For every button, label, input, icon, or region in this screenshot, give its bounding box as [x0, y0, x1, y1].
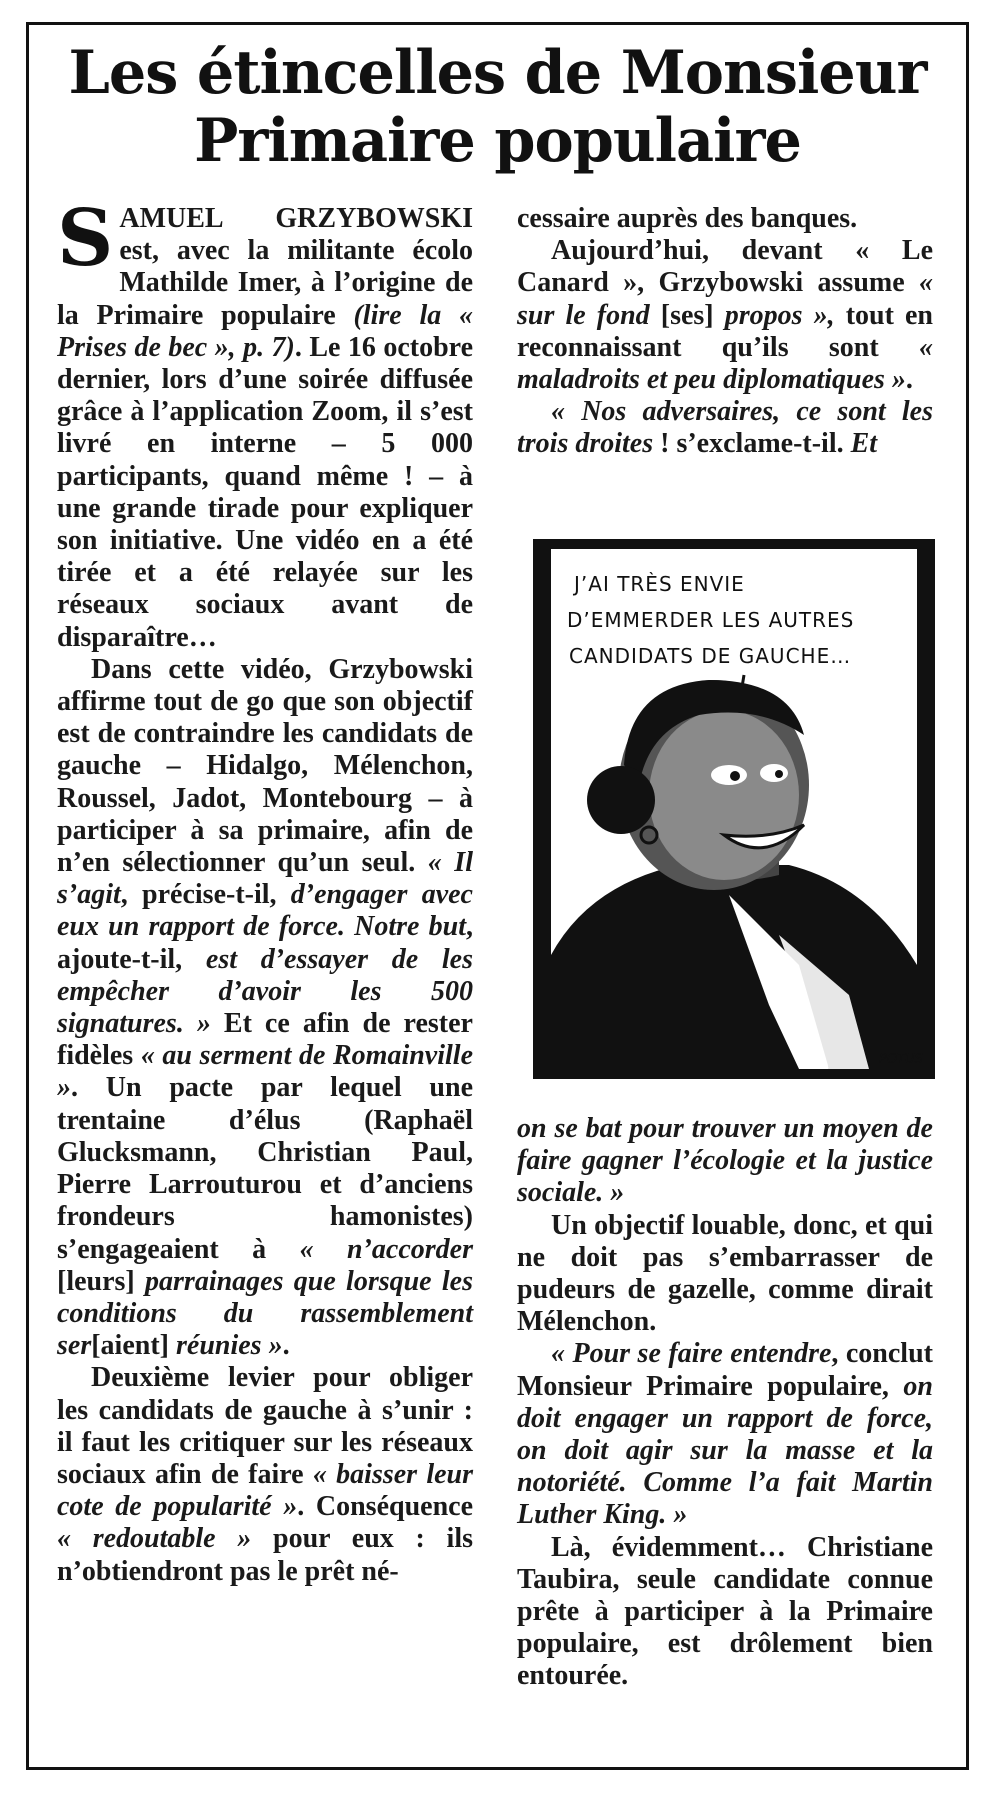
- text-run: Et ce afin de rester fidèles: [57, 1008, 473, 1072]
- face-highlight: [649, 710, 799, 880]
- text-run: AMUEL GRZYBOWSKI est, avec la militante écolo Mathilde Imer, à l’origine de la Primaire populaire: [57, 203, 473, 331]
- bubble-line-2: D’EMMERDER LES AUTRES: [567, 608, 855, 632]
- right-eye: [760, 764, 788, 782]
- text-run: tout en reconnaissant qu’ils sont: [517, 299, 934, 363]
- cartoon-illustration: [529, 535, 939, 1105]
- paragraph-5-continued: [517, 1113, 933, 1210]
- text-run: .: [282, 1330, 290, 1362]
- paragraph-3: [57, 1362, 473, 1587]
- text-run: . Un pacte par lequel une trentaine d’élus (Raphaël Glucksmann, Christian Paul, Pierre Larrouturou et d’anciens frondeurs hamonistes) s’engageaient à: [57, 1072, 473, 1265]
- text-run: [aient]: [91, 1330, 176, 1362]
- text-run-italic: « Pour se faire entendre: [551, 1338, 832, 1370]
- paragraph-5: [517, 396, 933, 460]
- text-run: .: [905, 364, 913, 396]
- text-run: [ses]: [649, 299, 725, 331]
- paragraph-2: [57, 654, 473, 1362]
- text-run: ! s’exclame-t-il.: [653, 428, 851, 460]
- text-run: Deuxième levier pour obliger les candidats de gauche à s’unir : il faut les critiquer sur les réseaux sociaux afin de faire: [57, 1362, 473, 1490]
- right-pupil: [775, 770, 783, 778]
- text-run: Dans cette vidéo, Grzybowski affirme tout de go que son objectif est de contraindre les candidats de gauche – Hidalgo, Mélenchon, Roussel, Jadot, Montebourg – à participer à sa primaire, afin de n’en sélectionner qu’un seul.: [57, 653, 473, 879]
- text-run: , conclut Monsieur Primaire populaire,: [517, 1338, 933, 1402]
- headline-line1: Les étincelles de Monsieur: [68, 38, 927, 108]
- bubble-line-3: CANDIDATS DE GAUCHE…: [569, 644, 852, 668]
- left-column: [57, 193, 474, 1588]
- text-run-italic: on se bat pour trouver un moyen de faire gagner l’écologie et la justice sociale. »: [517, 1113, 933, 1209]
- headline: [38, 39, 956, 175]
- text-run: . Conséquence: [297, 1491, 473, 1523]
- text-run-italic: Et: [850, 428, 878, 460]
- text-run-italic: « maladroits et peu diplomatiques »: [517, 331, 933, 396]
- text-run-italic: d’engager avec eux un rapport de force. Notre but: [57, 879, 473, 943]
- text-run-italic: « n’accorder: [299, 1233, 473, 1265]
- text-run-italic: « Il s’agit: [57, 847, 473, 911]
- hair-bun: [587, 766, 655, 834]
- text-run-italic: « redoutable »: [57, 1523, 252, 1555]
- left-pupil: [730, 771, 740, 781]
- paragraph-6: Un objectif louable, donc, et qui ne doit pas s’embarrasser de pudeurs de gazelle, comme dirait Mélenchon.: [517, 1209, 933, 1338]
- text-run-italic: propos »,: [724, 299, 835, 331]
- text-run: . Le 16 octobre dernier, lors d’une soirée diffusée grâce à l’application Zoom, il s’est livré en interne – 5 000 participants, quand même ! – à une grande tirade pour expliquer son initiative. Une vidéo en a été tirée et a été relayée sur les réseaux sociaux avant de disparaître…: [57, 331, 474, 653]
- text-run: , ajoute-t-il,: [57, 911, 473, 975]
- text-run: Aujourd’hui, devant « Le Canard », Grzybowski assume: [517, 235, 933, 299]
- headline-line2: Primaire populaire: [194, 106, 801, 176]
- drop-cap: S: [57, 193, 114, 284]
- paragraph-1: [57, 193, 474, 654]
- left-eye: [711, 765, 747, 785]
- text-run-italic: on doit engager un rapport de force, on doit agir sur la masse et la notoriété. Comme l’a fait Martin Luther King. »: [517, 1370, 933, 1531]
- text-run-italic: parrainages que lorsque les conditions du rassemblement ser: [57, 1265, 473, 1362]
- text-run-italic: « sur le fond: [517, 267, 933, 331]
- paragraph-continued: cessaire auprès des banques.: [517, 203, 858, 234]
- paragraph-8: Là, évidemment… Christiane Taubira, seule candidate connue prête à participer à la Primaire populaire, est drôlement bien entourée.: [517, 1531, 933, 1692]
- artist-signature: POTUS: [879, 1052, 923, 1067]
- right-column-top: [517, 203, 933, 461]
- text-run-italic: « Nos adversaires, ce sont les trois droites: [517, 396, 933, 460]
- article-frame: [26, 22, 969, 1770]
- text-run-italic: « baisser leur cote de popularité »: [57, 1458, 473, 1523]
- text-run-italic: « au serment de Romainville »: [57, 1040, 473, 1104]
- paragraph-7: [517, 1338, 933, 1531]
- bubble-line-1: J’AI TRÈS ENVIE: [574, 572, 745, 596]
- text-run-italic: réunies »: [176, 1330, 283, 1362]
- text-run: , précise-t-il,: [120, 879, 291, 911]
- cartoon-svg: [529, 535, 939, 1105]
- text-run-italic: (lire la « Prises de bec », p. 7): [57, 299, 473, 363]
- text-run: pour eux : ils n’obtiendront pas le prêt né-: [57, 1523, 473, 1587]
- text-run: [leurs]: [57, 1265, 146, 1297]
- right-column-bottom: [517, 1113, 933, 1693]
- paragraph-4: [517, 235, 933, 396]
- text-run-italic: est d’essayer de les empêcher d’avoir les 500 signatures. »: [57, 943, 473, 1040]
